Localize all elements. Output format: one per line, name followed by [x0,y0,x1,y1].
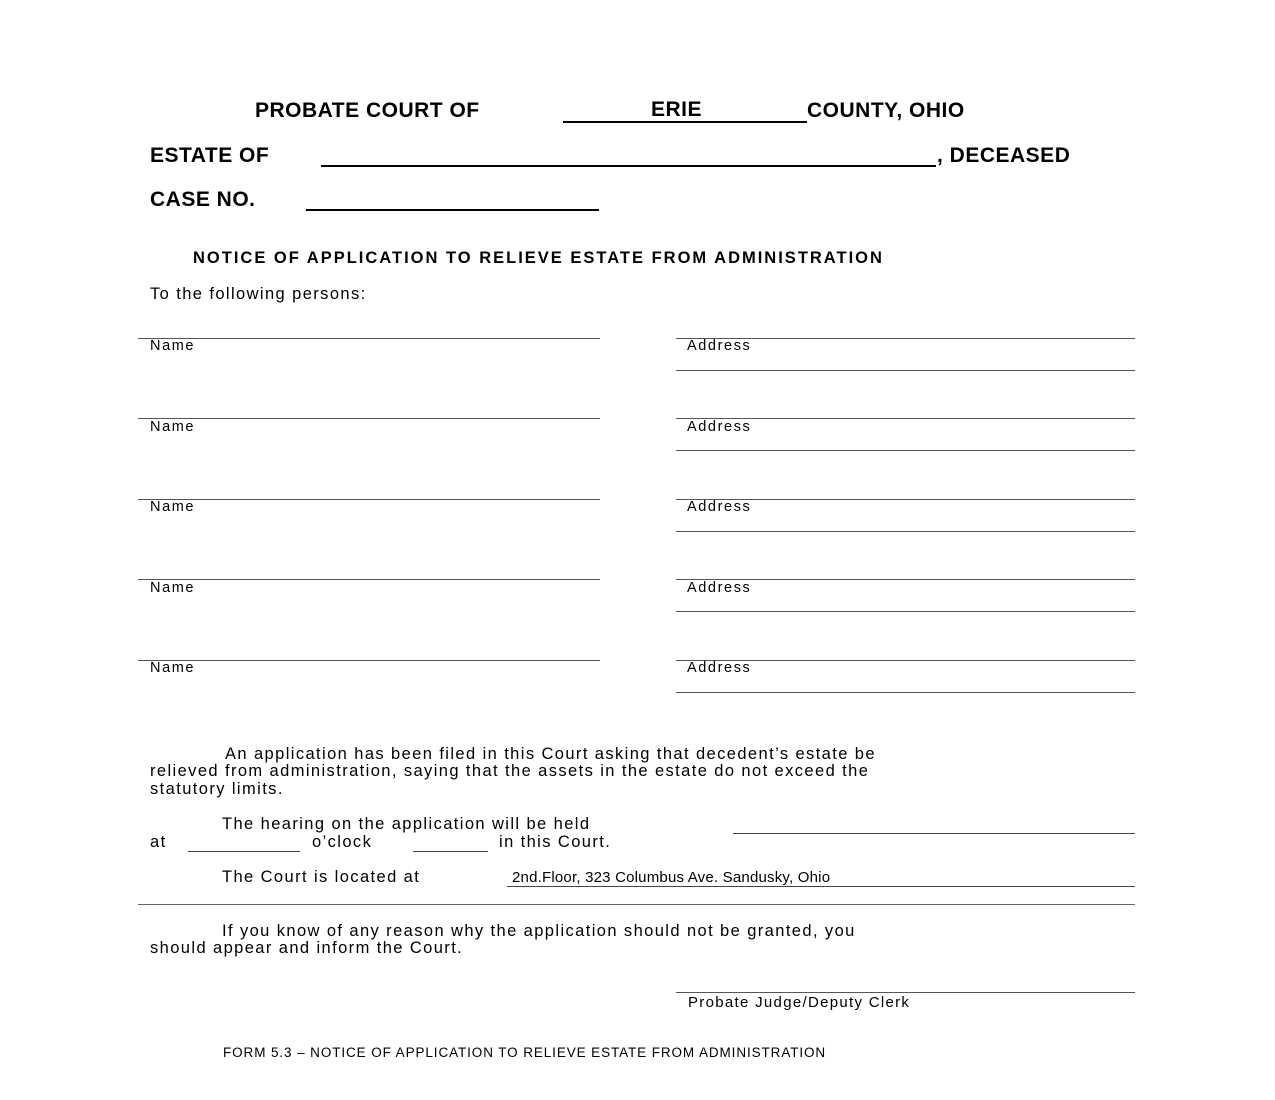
deceased-label: , DECEASED [937,144,1071,167]
name-field-line[interactable] [138,579,600,580]
case-no-field[interactable] [306,209,599,211]
intro-text: To the following persons: [150,285,367,303]
county-value: ERIE [651,98,703,121]
name-field-line[interactable] [138,499,600,500]
application-paragraph-line-1: An application has been filed in this Court asking that decedent’s estate be [225,745,876,763]
address-label: Address [687,338,752,354]
estate-name-field[interactable] [321,165,936,167]
court-address-field[interactable] [507,886,1135,887]
objection-paragraph-line-1: If you know of any reason why the application should not be granted, you [222,922,856,940]
court-address-value: 2nd.Floor, 323 Columbus Ave. Sandusky, Ohio [512,869,831,886]
address-field-line-2[interactable] [676,692,1135,693]
address-field-line-2[interactable] [676,531,1135,532]
hearing-date-field[interactable] [733,833,1135,834]
name-label: Name [150,499,196,515]
estate-label: ESTATE OF [150,144,270,167]
address-field-line-2[interactable] [676,370,1135,371]
hearing-time-field[interactable] [188,851,300,852]
at-label: at [150,833,167,851]
name-field-line[interactable] [138,418,600,419]
in-this-court-label: in this Court. [499,833,612,851]
address-field-line-2[interactable] [676,611,1135,612]
signature-label: Probate Judge/Deputy Clerk [688,994,911,1011]
notice-title: NOTICE OF APPLICATION TO RELIEVE ESTATE FROM ADMINISTRATION [193,249,884,267]
name-label: Name [150,338,196,354]
case-no-label: CASE NO. [150,188,256,211]
name-label: Name [150,660,196,676]
application-paragraph-line-3: statutory limits. [150,780,284,798]
address-field-line-2[interactable] [676,450,1135,451]
name-field-line[interactable] [138,338,600,339]
hearing-text: The hearing on the application will be held [222,815,591,833]
form-footer: FORM 5.3 – NOTICE OF APPLICATION TO RELIEVE ESTATE FROM ADMINISTRATION [223,1045,827,1060]
address-label: Address [687,660,752,676]
section-divider [138,904,1135,905]
court-located-label: The Court is located at [222,868,421,886]
name-label: Name [150,419,196,435]
name-label: Name [150,580,196,596]
court-prefix: PROBATE COURT OF [255,99,480,122]
objection-paragraph-line-2: should appear and inform the Court. [150,939,464,957]
court-suffix: COUNTY, OHIO [807,99,965,122]
signature-line[interactable] [676,992,1135,993]
address-label: Address [687,419,752,435]
address-label: Address [687,580,752,596]
am-pm-field[interactable] [413,851,488,852]
oclock-label: o’clock [312,833,373,851]
application-paragraph-line-2: relieved from administration, saying that the assets in the estate do not exceed the [150,762,870,780]
address-label: Address [687,499,752,515]
name-field-line[interactable] [138,660,600,661]
